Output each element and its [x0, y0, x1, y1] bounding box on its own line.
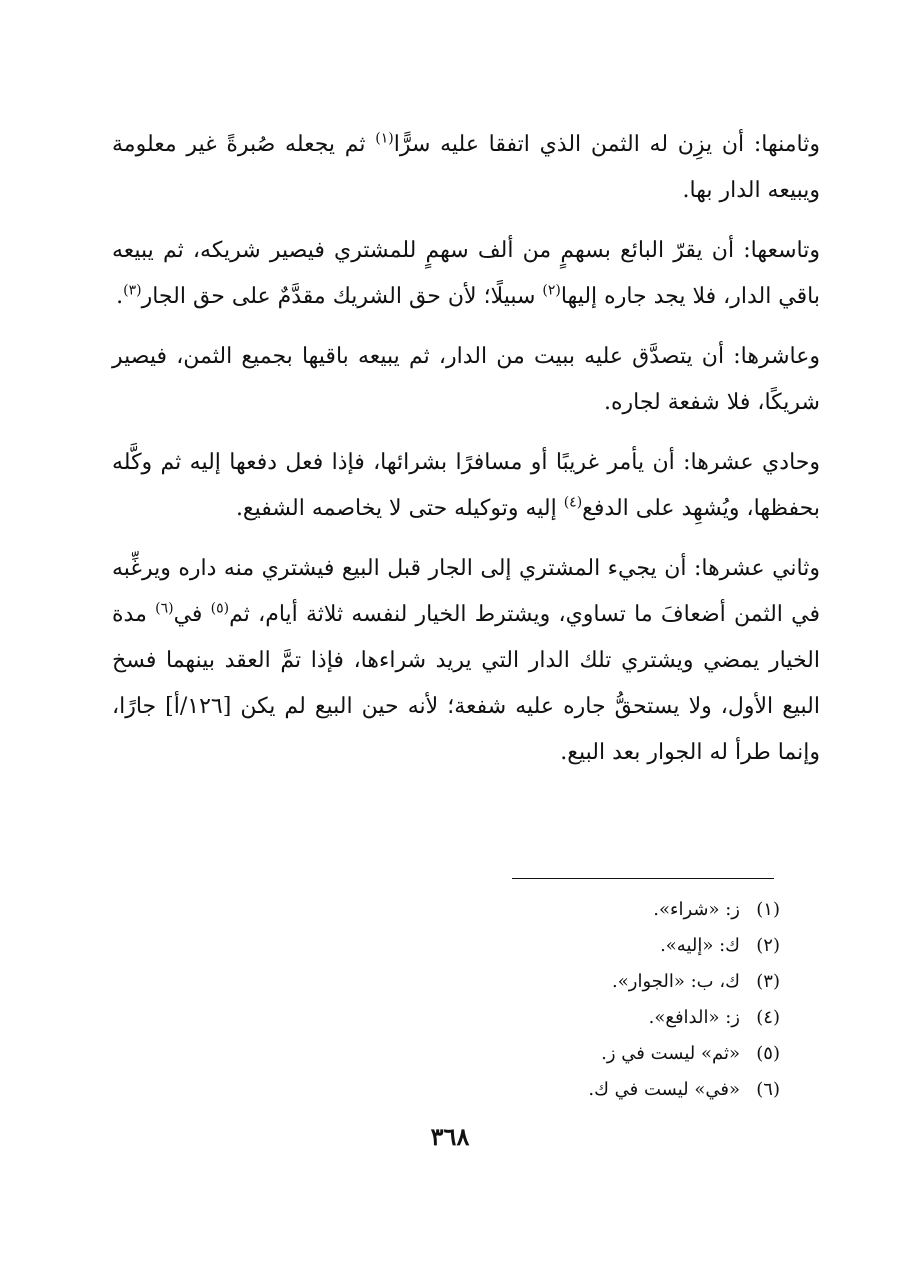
- paragraph-text: مدة الخيار يمضي ويشتري تلك الدار التي يريد شراءها، فإذا تمَّ العقد بينهما فسخ البيع الأول، ولا يستحقُّ جاره عليه شفعة؛ لأنه حين البيع لم يكن [١٢٦/أ] جارًا، وإنما طرأ له الجوار بعد البيع.: [112, 602, 820, 765]
- page-number: ٣٦٨: [430, 1122, 470, 1151]
- footnote-reference: (٦): [155, 600, 174, 617]
- footnote-number: (١): [756, 899, 780, 920]
- footnote-number: (٣): [756, 971, 780, 992]
- footnote-reference: (١): [375, 130, 394, 147]
- paragraph-text: ثم يجعله صُبرةً غير معلومة ويبيعه الدار بها.: [112, 132, 820, 203]
- paragraph-text: وعاشرها: أن يتصدَّق عليه ببيت من الدار، ثم يبيعه باقيها بجميع الثمن، فيصير شريكًا، فلا شفعة لجاره.: [112, 344, 820, 415]
- footnote-reference: (٤): [563, 494, 583, 511]
- footnote-number: (٥): [756, 1043, 780, 1064]
- paragraph: [112, 228, 820, 320]
- paragraph-text: وثاني عشرها: أن يجيء المشتري إلى الجار قبل البيع فيشتري منه داره ويرغِّبه في الثمن أضعافَ ما تساوي، ويشترط الخيار لنفسه ثلاثة أيام، ثم: [112, 556, 820, 627]
- footnote-reference: (٣): [123, 282, 142, 299]
- footnote-reference: (٥): [210, 600, 230, 617]
- footnote-text: ز: «الدافع».: [648, 1007, 740, 1028]
- main-text: [112, 122, 820, 776]
- paragraph-text: .: [116, 284, 124, 309]
- footnote-item: [300, 1000, 780, 1036]
- footnote-text: ز: «شراء».: [653, 899, 740, 920]
- footnote-text: «في» ليست في ك.: [588, 1079, 740, 1100]
- paragraph-text: في: [173, 602, 211, 627]
- footnote-item: [300, 1036, 780, 1072]
- paragraph: [112, 440, 820, 532]
- footnote-reference: (٢): [542, 282, 561, 299]
- footnote-text: ك: «إليه».: [660, 935, 740, 956]
- footnote-item: [300, 892, 780, 928]
- paragraph: [112, 334, 820, 426]
- paragraph: [112, 122, 820, 214]
- paragraph-text: إليه وتوكيله حتى لا يخاصمه الشفيع.: [235, 496, 564, 521]
- paragraph-text: وثامنها: أن يزِن له الثمن الذي اتفقا عليه سرًّا: [393, 132, 820, 157]
- footnote-number: (٢): [756, 935, 780, 956]
- footnotes-list: [300, 892, 780, 1108]
- footnote-text: ك، ب: «الجوار».: [612, 971, 740, 992]
- footnote-number: (٤): [756, 1007, 780, 1028]
- footnote-item: [300, 928, 780, 964]
- paragraph-text: وحادي عشرها: أن يأمر غريبًا أو مسافرًا بشرائها، فإذا فعل دفعها إليه ثم وكَّله بحفظها، ويُشهِد على الدفع: [112, 450, 820, 521]
- footnote-divider: [512, 878, 774, 879]
- paragraph-text: وتاسعها: أن يقرّ البائع بسهمٍ من ألف سهمٍ للمشتري فيصير شريكه، ثم يبيعه باقي الدار، فلا يجد جاره إليها: [112, 238, 820, 309]
- footnote-text: «ثم» ليست في ز.: [601, 1043, 740, 1064]
- paragraph-text: سبيلًا؛ لأن حق الشريك مقدَّمٌ على حق الجار: [141, 284, 543, 309]
- paragraph: [112, 546, 820, 776]
- footnote-item: [300, 1072, 780, 1108]
- footnote-item: [300, 964, 780, 1000]
- footnote-number: (٦): [756, 1079, 780, 1100]
